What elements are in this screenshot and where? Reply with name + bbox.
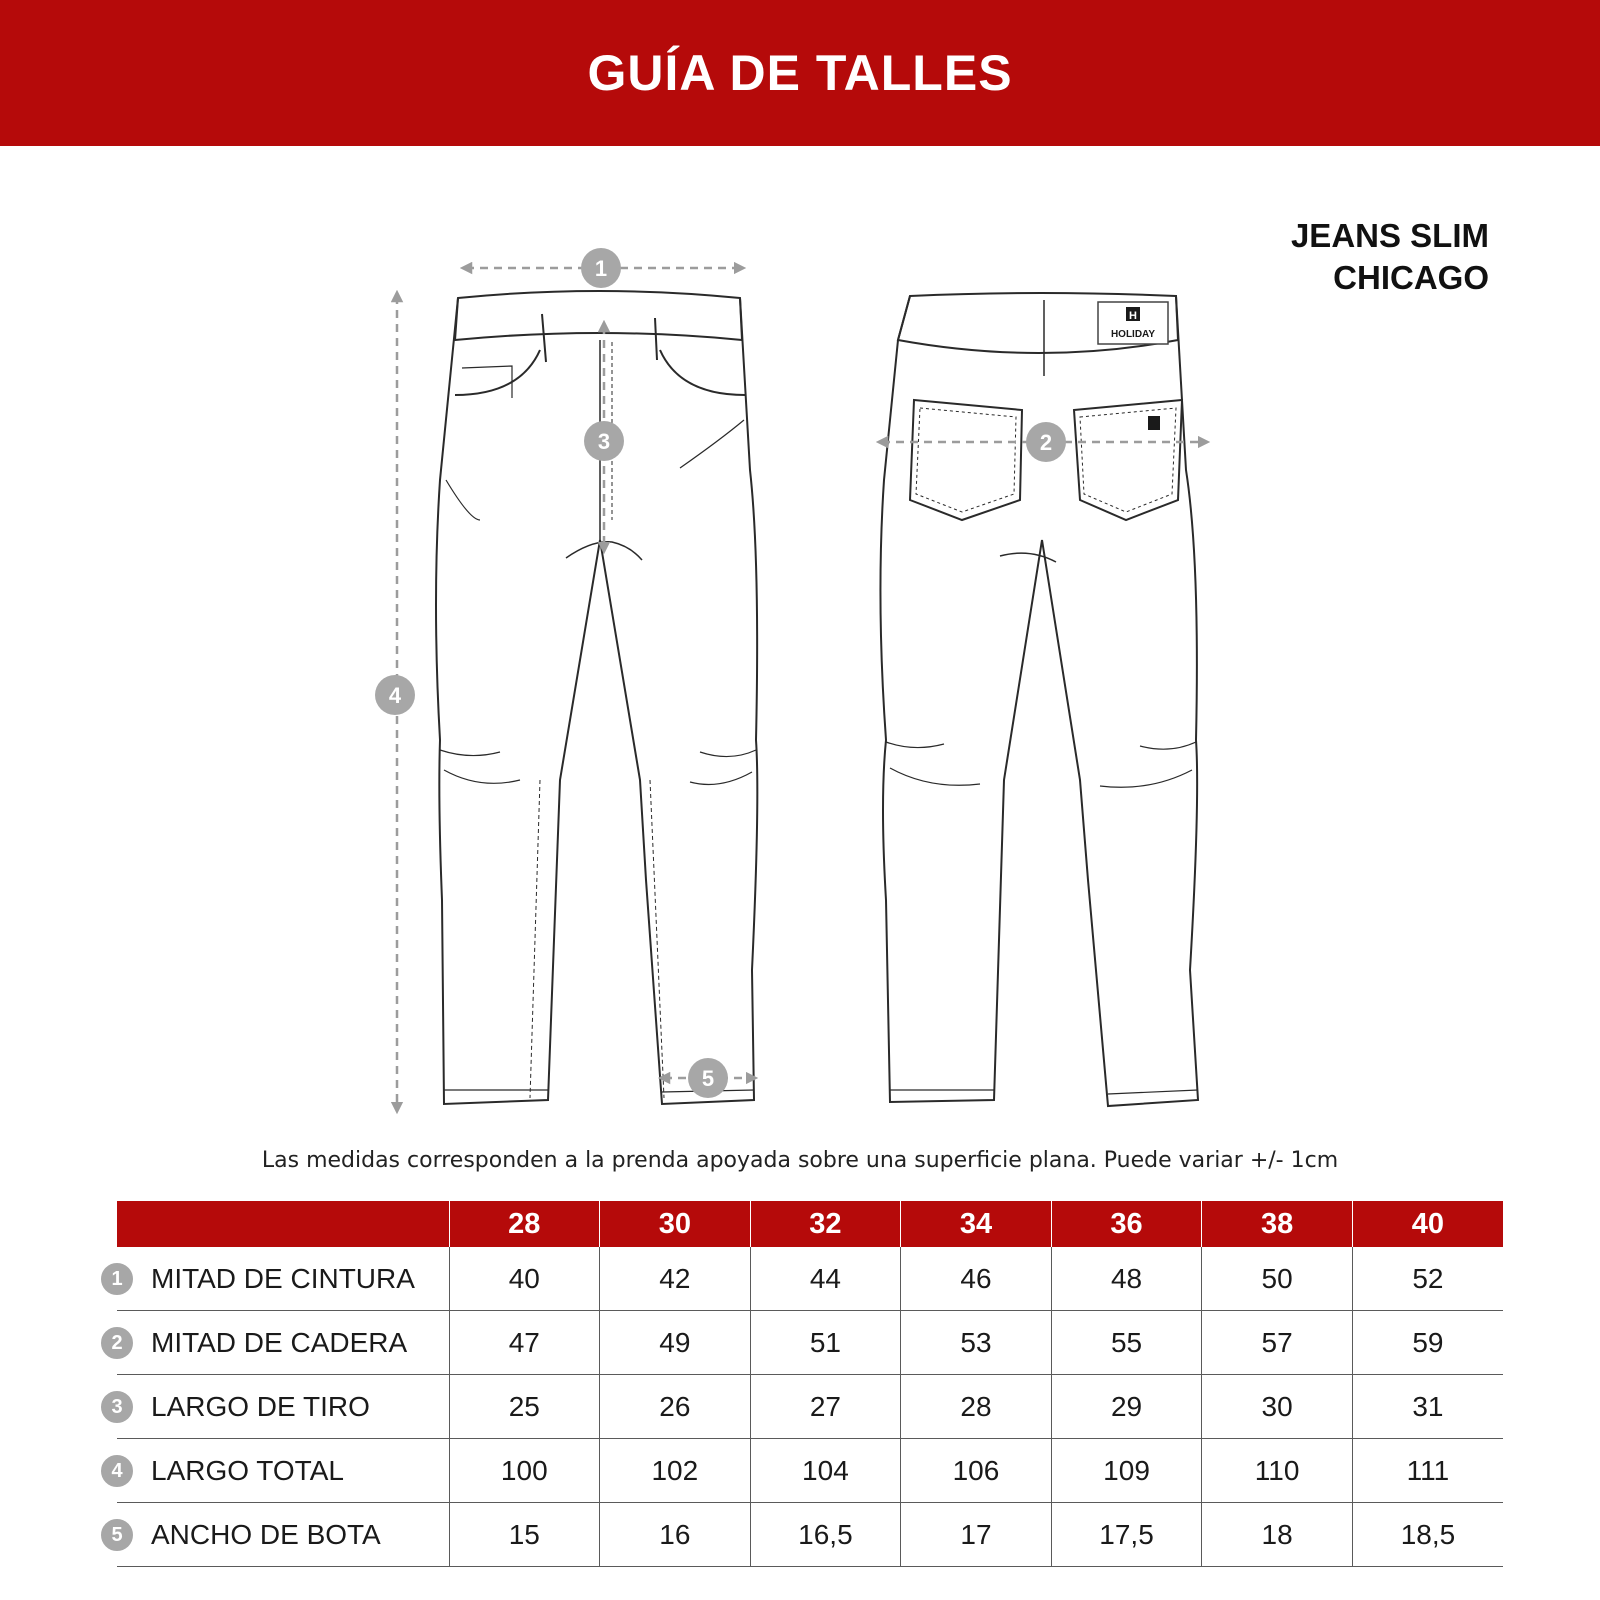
size-header-row	[117, 1201, 1503, 1247]
header-empty-cell	[117, 1201, 449, 1247]
row-label: MITAD DE CADERA	[151, 1326, 408, 1358]
table-row	[117, 1503, 1503, 1567]
size-38: 38	[1202, 1201, 1353, 1247]
table-cell: 52	[1352, 1247, 1503, 1311]
table-cell: 49	[600, 1311, 751, 1375]
row-label-cell	[111, 1375, 449, 1439]
row-number-badge: 2	[99, 1325, 135, 1361]
table-cell: 59	[1352, 1311, 1503, 1375]
brand-label-text: HOLIDAY	[1110, 329, 1156, 340]
table-cell: 104	[750, 1439, 901, 1503]
page-title: GUÍA DE TALLES	[587, 45, 1013, 101]
marker-1-label: 1	[594, 256, 608, 281]
table-row	[117, 1247, 1503, 1311]
size-28: 28	[449, 1201, 600, 1247]
table-cell: 55	[1051, 1311, 1202, 1375]
row-number-badge: 1	[99, 1261, 135, 1297]
table-cell: 16,5	[750, 1503, 901, 1567]
marker-5-label: 5	[701, 1066, 715, 1091]
table-cell: 28	[901, 1375, 1052, 1439]
table-cell: 102	[600, 1439, 751, 1503]
table-cell: 106	[901, 1439, 1052, 1503]
table-cell: 30	[1202, 1375, 1353, 1439]
jeans-back-view	[880, 293, 1198, 1106]
size-36: 36	[1051, 1201, 1202, 1247]
size-32: 32	[750, 1201, 901, 1247]
pocket-logo-icon	[1148, 416, 1160, 430]
brand-logo-letter: H	[1129, 310, 1137, 322]
product-line-1: JEANS SLIM	[1290, 217, 1489, 254]
row-number-badge: 5	[99, 1517, 135, 1553]
row-number-badge: 3	[99, 1389, 135, 1425]
table-cell: 100	[449, 1439, 600, 1503]
table-cell: 48	[1051, 1247, 1202, 1311]
table-cell: 42	[600, 1247, 751, 1311]
row-label: ANCHO DE BOTA	[151, 1518, 381, 1550]
table-row	[117, 1375, 1503, 1439]
measurement-markers	[375, 248, 1066, 1098]
table-cell: 17	[901, 1503, 1052, 1567]
table-cell: 18	[1202, 1503, 1353, 1567]
measurement-note: Las medidas corresponden a la prenda apoyada sobre una superficie plana. Puede variar +/- 1cm	[261, 1148, 1339, 1173]
table-cell: 109	[1051, 1439, 1202, 1503]
table-cell: 47	[449, 1311, 600, 1375]
size-table	[111, 1201, 1503, 1567]
table-cell: 15	[449, 1503, 600, 1567]
table-cell: 57	[1202, 1311, 1353, 1375]
row-label: MITAD DE CINTURA	[151, 1262, 415, 1294]
table-cell: 16	[600, 1503, 751, 1567]
table-cell: 29	[1051, 1375, 1202, 1439]
table-cell: 51	[750, 1311, 901, 1375]
table-cell: 27	[750, 1375, 901, 1439]
table-cell: 26	[600, 1375, 751, 1439]
measurement-guides	[397, 268, 1204, 1108]
row-label-cell	[111, 1311, 449, 1375]
jeans-front-view	[436, 291, 757, 1104]
table-cell: 31	[1352, 1375, 1503, 1439]
row-label: LARGO TOTAL	[151, 1454, 344, 1486]
row-label: LARGO DE TIRO	[151, 1390, 370, 1422]
table-cell: 50	[1202, 1247, 1353, 1311]
header-banner	[0, 0, 1600, 146]
table-cell: 40	[449, 1247, 600, 1311]
table-cell: 18,5	[1352, 1503, 1503, 1567]
row-label-cell	[111, 1439, 449, 1503]
table-cell: 44	[750, 1247, 901, 1311]
table-row	[117, 1311, 1503, 1375]
brand-label	[1098, 302, 1168, 344]
marker-3-label: 3	[597, 429, 611, 454]
table-row	[117, 1439, 1503, 1503]
table-cell: 111	[1352, 1439, 1503, 1503]
table-cell: 17,5	[1051, 1503, 1202, 1567]
size-30: 30	[600, 1201, 751, 1247]
row-number-badge: 4	[99, 1453, 135, 1489]
marker-4-label: 4	[388, 683, 402, 708]
table-cell: 53	[901, 1311, 1052, 1375]
row-label-cell	[111, 1247, 449, 1311]
jeans-diagram	[0, 200, 1600, 1130]
marker-2-label: 2	[1039, 430, 1053, 455]
row-label-cell	[111, 1503, 449, 1567]
size-40: 40	[1352, 1201, 1503, 1247]
table-cell: 25	[449, 1375, 600, 1439]
product-line-2: CHICAGO	[1333, 259, 1489, 296]
table-cell: 46	[901, 1247, 1052, 1311]
size-34: 34	[901, 1201, 1052, 1247]
table-cell: 110	[1202, 1439, 1353, 1503]
